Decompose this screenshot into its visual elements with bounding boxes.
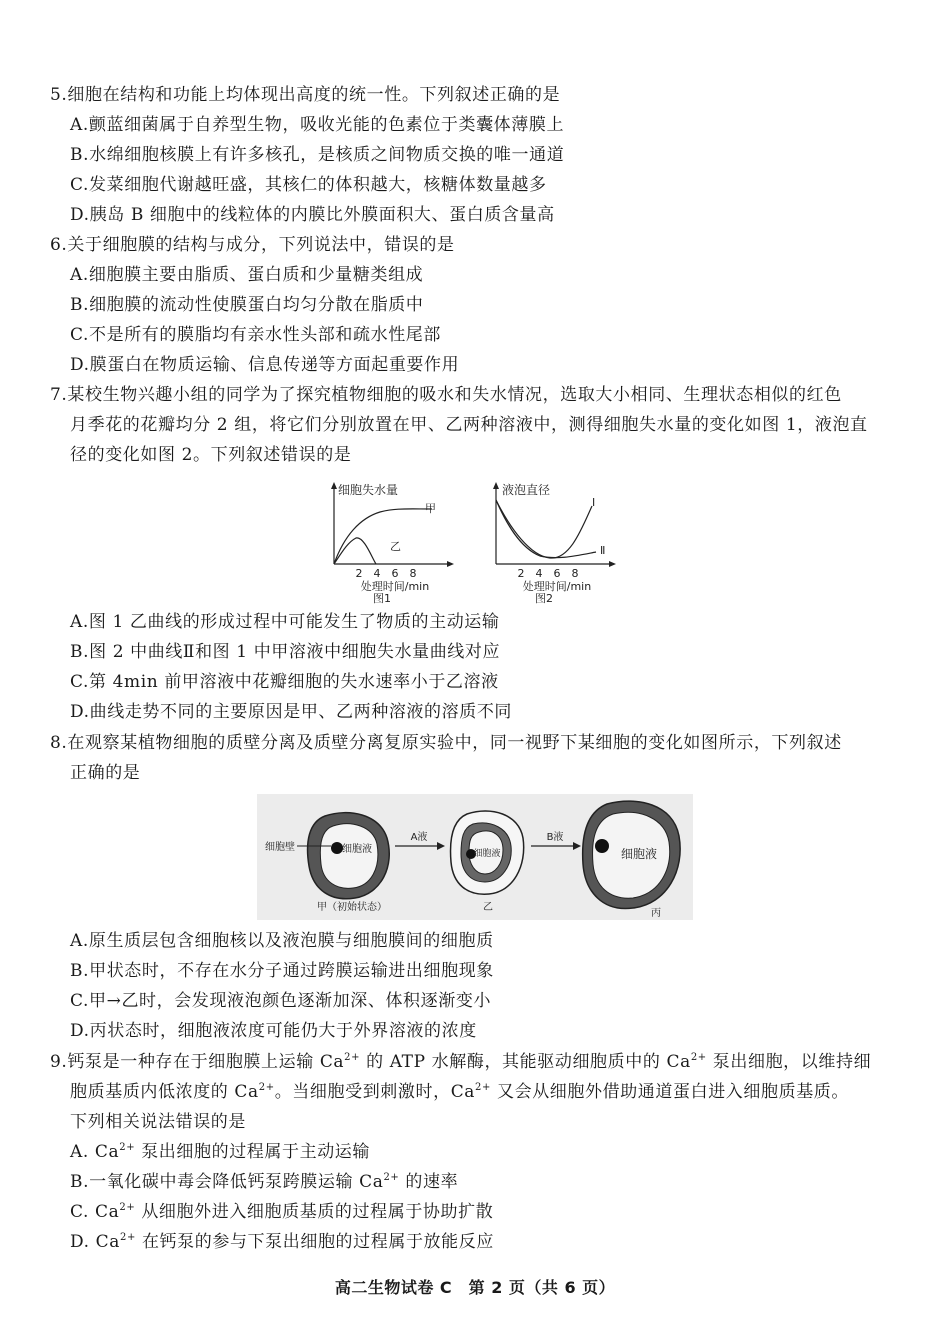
q8-option-b: B.甲状态时，不存在水分子通过跨膜运输进出细胞现象 (70, 961, 494, 981)
q7-stem-line2: 月季花的花瓣均分 2 组，将它们分别放置在甲、乙两种溶液中，测得细胞失水量的变化如图 1，液泡直 (70, 415, 868, 435)
cell-yi-state-label: 乙 (483, 902, 493, 913)
cell-jia-vacuole (320, 824, 378, 889)
q9-l1-sup2: 2+ (690, 1052, 707, 1063)
q9-c-sup: 2+ (119, 1202, 136, 1213)
figure1-caption: 图1 (373, 592, 391, 605)
q9-l1-part1: 9.钙泵是一种存在于细胞膜上运输 Ca (50, 1052, 345, 1072)
q9-c-part1: C. Ca (70, 1202, 120, 1222)
q9-l1-sup1: 2+ (344, 1052, 361, 1063)
q7-stem-line1: 7.某校生物兴趣小组的同学为了探究植物细胞的吸水和失水情况，选取大小相同、生理状态相似的红色 (50, 385, 842, 405)
q9-b-part2: 的速率 (399, 1172, 459, 1192)
figure1-label-yi: 乙 (390, 540, 401, 553)
q7-option-c: C.第 4min 前甲溶液中花瓣细胞的失水速率小于乙溶液 (70, 672, 499, 692)
q7-option-a: A.图 1 乙曲线的形成过程中可能发生了物质的主动运输 (70, 612, 500, 632)
figure1-tick-6: 6 (391, 567, 399, 580)
cell-wall-label: 细胞壁 (265, 842, 295, 853)
figure1-series-jia (334, 509, 432, 564)
page-footer: 高二生物试卷 C 第 2 页（共 6 页） (334, 1278, 616, 1297)
q9-b-sup: 2+ (383, 1172, 400, 1183)
q5-option-c: C.发菜细胞代谢越旺盛，其核仁的体积越大，核糖体数量越多 (70, 175, 547, 195)
arrow-b-label: B液 (546, 832, 564, 843)
arrow-a-label: A液 (410, 832, 428, 843)
q6-option-a: A.细胞膜主要由脂质、蛋白质和少量糖类组成 (70, 265, 424, 285)
q9-a-sup: 2+ (119, 1142, 136, 1153)
figure2-tick-8: 8 (571, 567, 579, 580)
figure2-y-arrow (493, 482, 499, 489)
q7-graphs (320, 478, 630, 606)
q8-option-a: A.原生质层包含细胞核以及液泡膜与细胞膜间的细胞质 (70, 931, 494, 951)
q9-d-part1: D. Ca (70, 1232, 120, 1252)
q8-option-d: D.丙状态时，细胞液浓度可能仍大于外界溶液的浓度 (70, 1021, 477, 1041)
figure2-ylabel: 液泡直径 (502, 483, 551, 497)
q9-stem-line3: 下列相关说法错误的是 (70, 1112, 246, 1132)
figure2-label-i: Ⅰ (592, 496, 596, 509)
q8-option-c: C.甲→乙时，会发现液泡颜色逐渐加深、体积逐渐变小 (70, 991, 492, 1011)
figure2-x-arrow (609, 561, 616, 567)
q9-d-part2: 在钙泵的参与下泵出细胞的过程属于放能反应 (135, 1232, 494, 1252)
q5-option-d: D.胰岛 B 细胞中的线粒体的内膜比外膜面积大、蛋白质含量高 (70, 205, 555, 225)
q8-stem-line2: 正确的是 (70, 763, 141, 783)
figure1-xlabel: 处理时间/min (360, 580, 430, 593)
q5-option-b: B.水绵细胞核膜上有许多核孔，是核质之间物质交换的唯一通道 (70, 145, 565, 165)
q9-a-part1: A. Ca (70, 1142, 120, 1162)
q9-option-c (70, 1201, 493, 1223)
figure2-xlabel: 处理时间/min (522, 580, 592, 593)
cell-bing-sap-label: 细胞液 (620, 847, 658, 861)
cell-jia-sap-label: 细胞液 (342, 844, 372, 855)
figure1-tick-8: 8 (409, 567, 417, 580)
figure1-tick-4: 4 (373, 567, 381, 580)
q8-cell-figure (257, 794, 693, 920)
cell-yi-sap-label: 细胞液 (473, 849, 501, 859)
q9-l1-part3: 泵出细胞，以维持细 (706, 1052, 872, 1072)
figure2-series-i (496, 500, 592, 558)
q9-option-a (70, 1141, 370, 1163)
figure1-y-arrow (331, 482, 337, 489)
figure1-x-arrow (447, 561, 454, 567)
q6-option-b: B.细胞膜的流动性使膜蛋白均匀分散在脂质中 (70, 295, 424, 315)
cell-jia-state-label: 甲（初始状态） (317, 902, 387, 913)
q9-stem-line2 (70, 1081, 849, 1103)
q9-l2-part3: 又会从细胞外借助通道蛋白进入细胞质基质。 (491, 1082, 850, 1102)
figure2-label-ii: Ⅱ (600, 544, 606, 557)
figure2-chart (493, 482, 616, 605)
q7-option-d: D.曲线走势不同的主要原因是甲、乙两种溶液的溶质不同 (70, 702, 513, 722)
q7-option-b: B.图 2 中曲线Ⅱ和图 1 中甲溶液中细胞失水量曲线对应 (70, 642, 501, 662)
figure1-chart (331, 482, 454, 605)
figure2-tick-2: 2 (517, 567, 525, 580)
cell-bing-state-label: 丙 (651, 908, 661, 919)
q9-d-sup: 2+ (119, 1232, 136, 1243)
q5-option-a: A.颤蓝细菌属于自养型生物，吸收光能的色素位于类囊体薄膜上 (70, 115, 565, 135)
q9-a-part2: 泵出细胞的过程属于主动运输 (135, 1142, 370, 1162)
figure1-series-yi (334, 538, 376, 564)
q9-stem-line1 (50, 1051, 871, 1073)
figure2-tick-4: 4 (535, 567, 543, 580)
q9-l2-sup1: 2+ (258, 1082, 275, 1093)
q9-option-d (70, 1231, 494, 1253)
q9-l1-part2: 的 ATP 水解酶，其能驱动细胞质中的 Ca (360, 1052, 691, 1072)
q8-stem-line1: 8.在观察某植物细胞的质壁分离及质壁分离复原实验中，同一视野下某细胞的变化如图所示，下列叙述 (50, 733, 842, 753)
q9-l2-part2: 。当细胞受到刺激时，Ca (274, 1082, 476, 1102)
q9-l2-sup2: 2+ (475, 1082, 491, 1093)
q6-option-c: C.不是所有的膜脂均有亲水性头部和疏水性尾部 (70, 325, 442, 345)
q9-c-part2: 从细胞外进入细胞质基质的过程属于协助扩散 (135, 1202, 494, 1222)
cell-bing-nucleus (595, 839, 609, 853)
figure1-ylabel: 细胞失水量 (338, 483, 399, 497)
figure2-caption: 图2 (535, 592, 553, 605)
q6-option-d: D.膜蛋白在物质运输、信息传递等方面起重要作用 (70, 355, 460, 375)
q6-stem: 6.关于细胞膜的结构与成分，下列说法中，错误的是 (50, 235, 455, 255)
q7-stem-line3: 径的变化如图 2。下列叙述错误的是 (70, 445, 352, 465)
q9-l2-part1: 胞质基质内低浓度的 Ca (70, 1082, 259, 1102)
figure2-tick-6: 6 (553, 567, 561, 580)
figure1-label-jia: 甲 (425, 502, 436, 515)
q5-stem: 5.细胞在结构和功能上均体现出高度的统一性。下列叙述正确的是 (50, 85, 561, 105)
q9-option-b (70, 1171, 458, 1193)
q9-b-part1: B.一氧化碳中毒会降低钙泵跨膜运输 Ca (70, 1172, 384, 1192)
figure1-tick-2: 2 (355, 567, 363, 580)
